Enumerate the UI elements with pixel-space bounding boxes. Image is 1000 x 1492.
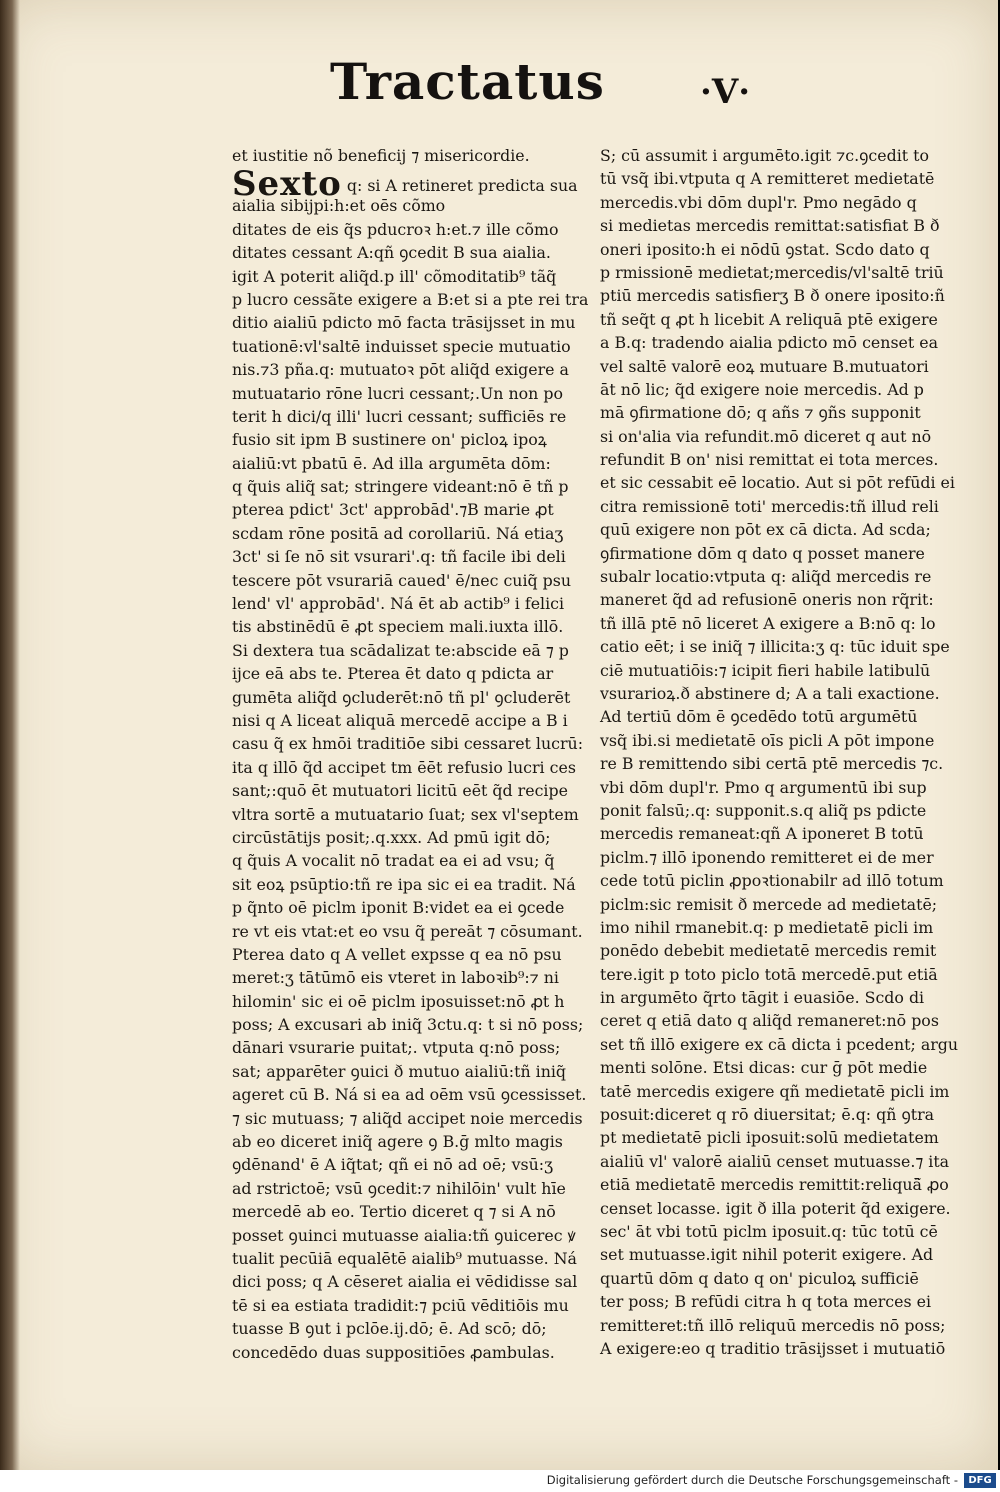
- text-line: mercedis.vbi dōm dupl'r. Pmo negādo q: [600, 192, 917, 212]
- text-line: a B.q: tradendo aialia pdicto mō censet ea: [600, 333, 939, 353]
- page-gutter-shadow: [0, 0, 20, 1470]
- text-line: in argumēto q̃rto tāgit i euasiōe. Scdo di: [600, 988, 925, 1008]
- text-line: catio eēt; i se iniq̃ ⁊ illicita:ʒ q: tūc iduit spe: [600, 637, 950, 657]
- text-line: p lucro cessãte exigere a B:et si a pte rei tra: [232, 289, 589, 309]
- text-line: ditates cessant A:qñ ꝯcedit B sua aialia.: [232, 243, 551, 263]
- text-line: refundit B on' nisi remittat ei tota merces.: [600, 450, 939, 470]
- text-line: posset ꝯuinci mutuasse aialia:tñ ꝯuicerec ꝟ: [232, 1225, 576, 1245]
- text-line: ponēdo debebit medietatē mercedis remit: [600, 941, 937, 961]
- funding-notice: Digitalisierung gefördert durch die Deutsche Forschungsgemeinschaft -: [546, 1473, 958, 1487]
- text-line: igit A poterit aliq̃d.p ill' cõmoditatib⁹ tãq̃: [232, 266, 557, 286]
- text-line: ijce eā abs te. Pterea ēt dato q pdicta ar: [232, 664, 554, 684]
- text-line: tū vsq̃ ibi.vtputa q A remitteret medietatē: [600, 169, 935, 189]
- text-line: q q̃uis aliq̃ sat; stringere videant:nō ē tñ p: [232, 477, 569, 497]
- text-line: gumēta aliq̃d ꝯcluderēt:nō tñ pl' ꝯcluderēt: [232, 687, 571, 707]
- text-line: S; cū assumit i argumēto.igit ⁊c.ꝯcedit to: [600, 146, 930, 165]
- running-title: Tractatus: [330, 52, 605, 111]
- footer-bar: [0, 1470, 1000, 1492]
- text-line: aialiū vl' valorē aialiū censet mutuasse.⁊ ita: [600, 1151, 950, 1171]
- text-line: tuasse B ꝯut i pclōe.ij.dō; ē. Ad scō; dō;: [232, 1319, 547, 1339]
- text-line: circūstātijs posit;.q.xxx. Ad pmū igit dō;: [232, 827, 551, 847]
- text-line: vltra sortē a mutuatario ſuat; sex vl'septem: [232, 804, 579, 824]
- text-line: quartū dōm q dato q on' piculoꝝ sufficiē: [600, 1268, 919, 1288]
- text-line: aialiū:vt pbatū ē. Ad illa argumēta dōm:: [232, 453, 551, 473]
- text-line: set mutuasse.igit nihil poterit exigere. Ad: [600, 1245, 934, 1265]
- text-line: sec' āt vbi totū piclm iposuit.q: tūc totū cē: [600, 1221, 938, 1241]
- initial-word: Sexto: [232, 164, 342, 205]
- text-line: citra remissionē toti' mercedis:tñ illud reli: [600, 496, 939, 516]
- text-line: ꝯdēnand' ē A iq̃tat; qñ ei nō ad oē; vsū:ʒ: [232, 1155, 554, 1175]
- text-line: mutuatario rōne lucri cessant;.Un non po: [232, 383, 564, 403]
- dfg-logo: DFG: [964, 1473, 996, 1488]
- text-line: Pterea dato q A vellet expsse q ea nō psu: [232, 944, 562, 964]
- text-line: maneret q̃d ad refusionē oneris non rq̃rit:: [600, 590, 934, 610]
- text-line: terit h dici/q illi' lucri cessant; sufficiēs re: [232, 406, 567, 426]
- text-line: vbi dōm dupl'r. Pmo q argumentū ibi sup: [600, 777, 927, 797]
- left-text-column: [232, 144, 589, 1362]
- text-line: tescere pōt vsurariā caued' ē/nec cuiq̃ psu: [232, 570, 572, 590]
- text-line: et iustitie nõ beneficij ⁊ misericordie.: [232, 146, 530, 165]
- text-line: aialia sibijpi:h:et oēs cõmo: [232, 196, 446, 216]
- text-line: vel saltē valorē eoꝝ mutuare B.mutuatori: [600, 356, 929, 376]
- text-line: cede totū piclin ꝓpoꝛtionabilr ad illō totum: [600, 871, 944, 891]
- text-line: ditio aialiū pdicto mō facta trāsijsset in mu: [232, 313, 576, 333]
- text-line: ciē mutuatiōis:⁊ icipit fieri habile latibulū: [600, 660, 931, 680]
- text-line: mā ꝯfirmatione dō; q añs ⁊ ꝯñs supponit: [600, 403, 921, 423]
- text-line: tñ illā ptē nō liceret A exigere a B:nō q: lo: [600, 613, 936, 633]
- text-line: etiā medietatē mercedis remittit:reliquā̃ ꝓo: [600, 1175, 949, 1195]
- text-line: ponit falsū;.q: supponit.s.q aliq̃ ps pdicte: [600, 800, 927, 820]
- text-line: [232, 164, 582, 205]
- text-line: set tñ illō exigere ex cā dicta i pcedent; argu: [600, 1034, 959, 1054]
- text-line: remitteret:tñ illō reliquū mercedis nō poss;: [600, 1315, 946, 1335]
- text-line: dānari vsurarie puitat;. vtputa q:nō poss;: [232, 1038, 561, 1058]
- text-line: tuationē:vl'saltē induisset specie mutuatio: [232, 336, 571, 356]
- text-line: 3ct' si ſe nō sit vsurari'.q: tñ facile ibi deli: [232, 547, 566, 567]
- text-line: Ad tertiū dōm ē ꝯcedēdo totū argumētū: [600, 707, 918, 727]
- text-line: ditates de eis q̃s pducroꝛ h:et.⁊ ille cõmo: [232, 219, 559, 239]
- right-text-column: [600, 144, 959, 1358]
- text-line: tñ seq̃t q ꝓt h licebit A reliquā ptē exigere: [600, 309, 938, 329]
- text-line: vsurarioꝝ.ð abstinere d; A a tali exactione.: [600, 683, 940, 703]
- text-line: tualit pecūiā equalētē aialib⁹ mutuasse. Ná: [232, 1248, 577, 1268]
- text-line: ter poss; B refūdi citra h q tota merces ei: [600, 1292, 932, 1312]
- text-line: tē si ea estiata tradidit:⁊ pciū vēditiōis mu: [232, 1295, 569, 1315]
- text-line: ita q illō q̃d accipet tm ēēt refusio lucri ces: [232, 757, 576, 777]
- text-line-content: q: si A retineret predicta sua: [346, 176, 578, 196]
- text-line: ceret q etiā dato q aliq̃d remaneret:nō pos: [600, 1011, 939, 1031]
- text-line: hilomin' sic ei oē piclm iposuisset:nō ꝓt h: [232, 991, 565, 1011]
- text-line: sant;:quō ēt mutuatori licitū eēt q̃d recipe: [232, 781, 568, 801]
- text-line: censet locasse. igit ð illa poterit q̃d exigere.: [600, 1198, 951, 1218]
- text-line: sat; apparēter ꝯuici ð mutuo aialiū:tñ iniq̃: [232, 1061, 567, 1081]
- text-line: āt nō lic; q̃d exigere noie mercedis. Ad p: [600, 379, 924, 399]
- text-line: q q̃uis A vocalit nō tradat ea ei ad vsu; q̃: [232, 851, 555, 871]
- text-line: pterea pdict' 3ct' approbād'.⁊B marie ꝓt: [232, 500, 554, 520]
- text-line: p rmissionē medietat;mercedis/vl'saltē triū: [600, 262, 944, 282]
- text-line: casu q̃ ex hmōi traditiōe sibi cessaret lucrū:: [232, 734, 584, 754]
- text-line: A exigere:eo q traditio trāsijsset i mutuatiō: [600, 1338, 946, 1358]
- text-line: mercedis remaneat:qñ A iponeret B totū: [600, 824, 924, 844]
- text-line: re B remittendo sibi certā ptē mercedis ⁊c.: [600, 754, 944, 774]
- text-line: tere.igit p toto piclo totā mercedē.put etiā: [600, 964, 938, 984]
- text-line: vsq̃ ibi.si medietatē oīs picli A pōt impone: [600, 730, 935, 750]
- text-line: re vt eis vtat:et eo vsu q̃ pereāt ⁊ cōsumant.: [232, 921, 583, 941]
- text-line: nisi q A liceat aliquā mercedē accipe a B i: [232, 710, 568, 730]
- text-line: meret:ʒ tātūmō eis vteret in laboꝛib⁹:⁊ ni: [232, 968, 559, 988]
- text-line: ⁊ sic mutuass; ⁊ aliq̃d accipet noie mercedis: [232, 1108, 583, 1128]
- text-line: et sic cessabit eē locatio. Aut si pōt refūdi ei: [600, 473, 955, 493]
- text-line: ptiū mercedis satisfierʒ B ð onere iposito:ñ: [600, 286, 945, 306]
- text-line: oneri iposito:h ei nōdū ꝯstat. Scdo dato q: [600, 239, 930, 259]
- text-line: subalr locatio:vtputa q: aliq̃d mercedis re: [600, 567, 932, 587]
- text-line: sit eoꝝ psūptio:tñ re ipa sic ei ea tradit. Ná: [232, 874, 576, 894]
- text-line: tis abstinēdū ē ꝓt speciem mali.iuxta illō.: [232, 617, 564, 637]
- text-line: concedēdo duas suppositiōes ꝓambulas.: [232, 1342, 555, 1362]
- text-line: pt medietatē picli iposuit:solū medietatem: [600, 1128, 939, 1148]
- text-line: menti solōne. Etsi dicas: cur ḡ pōt medie: [600, 1058, 928, 1078]
- text-line: piclm:sic remisit ð mercede ad medietatē;: [600, 894, 938, 914]
- text-line: lend' vl' approbād'. Ná ēt ab actib⁹ i felici: [232, 594, 565, 614]
- text-line: Si dextera tua scādalizat te:abscide eā ⁊ p: [232, 640, 569, 660]
- text-line: mercedē ab eo. Tertio diceret q ⁊ si A nō: [232, 1202, 556, 1222]
- folio-number: ·V·: [700, 72, 751, 112]
- text-line: quū exigere non pōt ex cā dicta. Ad scda;: [600, 520, 931, 540]
- text-line: dici poss; q A cēseret aialia ei vēdidisse sal: [232, 1272, 578, 1292]
- text-line: posuit:diceret q rō diuersitat; ē.q: qñ ꝯtra: [600, 1105, 935, 1125]
- text-line: ad rstrictoē; vsū ꝯcedit:⁊ nihilōin' vult hīe: [232, 1178, 566, 1198]
- text-line: p q̃nto oē piclm iponit B:videt ea ei ꝯcede: [232, 898, 565, 918]
- text-line: nis.⁊3 pña.q: mutuatoꝛ pōt aliq̃d exigere a: [232, 360, 569, 380]
- text-line: si on'alia via refundit.mō diceret q aut nō: [600, 426, 932, 446]
- text-line: ab eo diceret iniq̃ agere ꝯ B.ḡ mlto magis: [232, 1132, 563, 1152]
- text-line: ꝯfirmatione dōm q dato q posset manere: [600, 543, 925, 563]
- text-line: si medietas mercedis remittat:satisfiat B ð: [600, 216, 940, 236]
- text-line: ageret cū B. Ná si ea ad oēm vsū ꝯcessisset.: [232, 1085, 587, 1105]
- text-line: tatē mercedis exigere qñ medietatē picli im: [600, 1081, 950, 1101]
- text-line: scdam rōne positā ad corollariū. Ná etiaʒ: [232, 523, 564, 543]
- text-line: poss; A excusari ab iniq̃ 3ctu.q: t si nō poss;: [232, 1015, 584, 1035]
- text-line: piclm.⁊ illō iponendo remitteret ei de mer: [600, 847, 934, 867]
- text-line: imo nihil rmanebit.q: p medietatē picli im: [600, 917, 934, 937]
- text-line: fusio sit ipm B sustinere on' picloꝝ ipoꝝ: [232, 430, 547, 450]
